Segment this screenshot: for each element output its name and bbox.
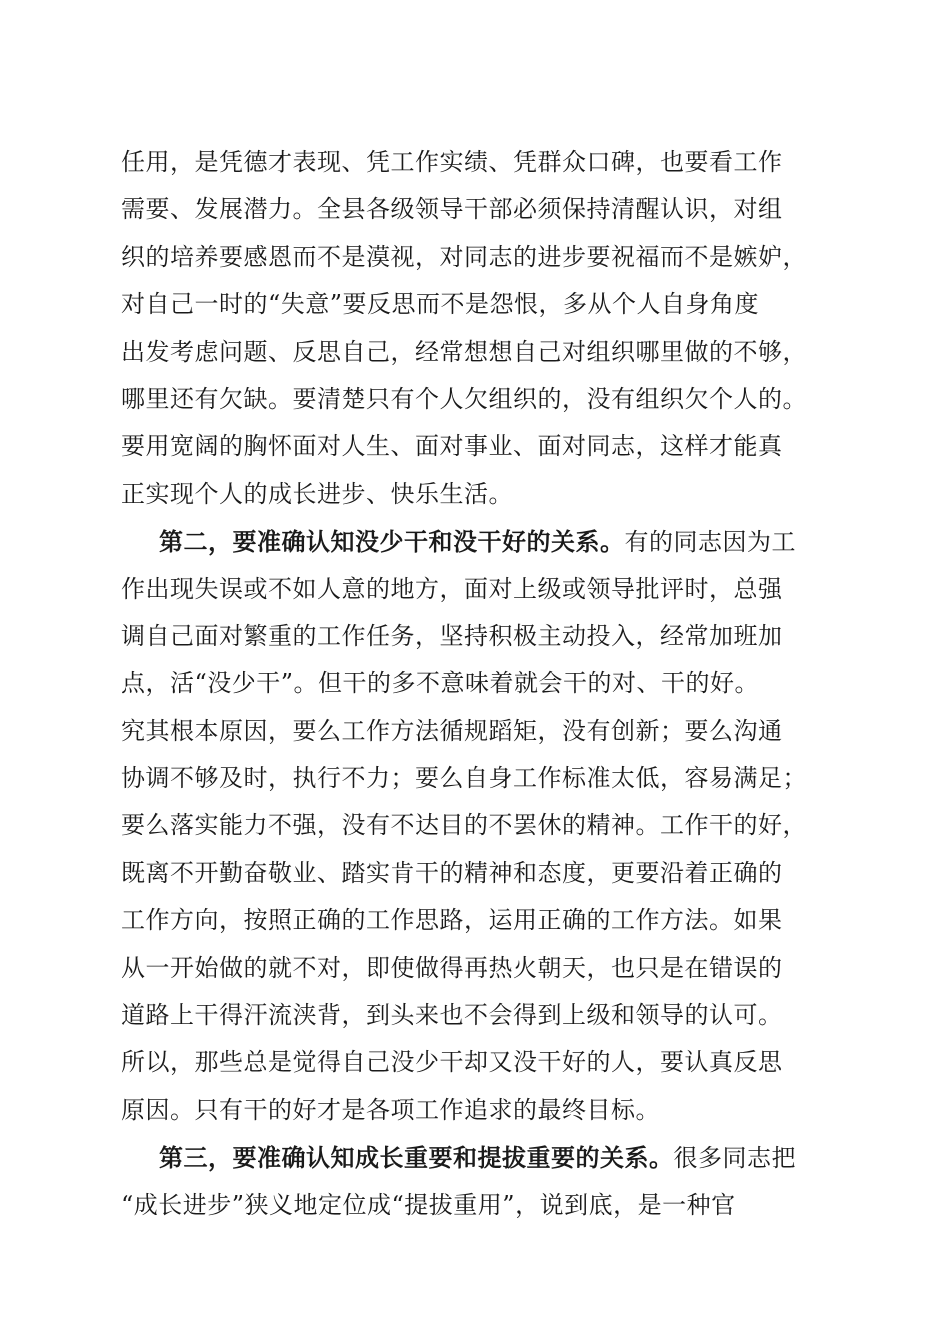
section-heading: 第三，要准确认知成长重要和提拔重要的关系。 <box>159 1143 674 1173</box>
text-line: 出发考虑问题、反思自己，经常想想自己对组织哪里做的不够， <box>121 337 807 366</box>
paragraph-3 <box>121 1134 837 1229</box>
text-line: 从一开始做的就不对，即使做得再热火朝天，也只是在错误的 <box>121 953 783 982</box>
text-line: 道路上干得汗流浃背，到头来也不会得到上级和领导的认可。 <box>121 1001 783 1030</box>
section-heading: 第二，要准确认知没少干和没干好的关系。 <box>159 527 625 557</box>
text-line: 对自己一时的“失意”要反思而不是怨恨，多从个人自身角度 <box>121 290 760 319</box>
text-line: 正实现个人的成长进步、快乐生活。 <box>121 479 513 508</box>
text-line: 哪里还有欠缺。要清楚只有个人欠组织的，没有组织欠个人的。 <box>121 384 807 413</box>
text-line: 所以，那些总是觉得自己没少干却又没干好的人，要认真反思 <box>121 1048 783 1077</box>
text-run: 很多同志把 <box>673 1144 796 1173</box>
paragraph-first-line <box>121 1134 837 1181</box>
text-line: 工作方向，按照正确的工作思路，运用正确的工作方法。如果 <box>121 906 783 935</box>
text-line: 织的培养要感恩而不是漠视，对同志的进步要祝福而不是嫉妒， <box>121 242 807 271</box>
text-line: 点，活“没少干”。但干的多不意味着就会干的对、干的好。 <box>121 669 760 698</box>
text-line: 要么落实能力不强，没有不达目的不罢休的精神。工作干的好， <box>121 811 807 840</box>
document-body <box>121 139 837 1229</box>
paragraph-1 <box>121 139 837 518</box>
text-line: 要用宽阔的胸怀面对人生、面对事业、面对同志，这样才能真 <box>121 432 783 461</box>
paragraph-2 <box>121 518 837 1134</box>
text-line: 需要、发展潜力。全县各级领导干部必须保持清醒认识，对组 <box>121 195 783 224</box>
text-line: 既离不开勤奋敬业、踏实肯干的精神和态度，更要沿着正确的 <box>121 858 783 887</box>
text-line: 原因。只有干的好才是各项工作追求的最终目标。 <box>121 1095 660 1124</box>
text-line: 调自己面对繁重的工作任务，坚持积极主动投入，经常加班加 <box>121 621 783 650</box>
text-line: 协调不够及时，执行不力；要么自身工作标准太低，容易满足； <box>121 764 807 793</box>
text-line: 任用，是凭德才表现、凭工作实绩、凭群众口碑，也要看工作 <box>121 148 783 176</box>
text-line: 究其根本原因，要么工作方法循规蹈矩，没有创新；要么沟通 <box>121 716 783 745</box>
paragraph-first-line <box>121 518 837 565</box>
text-run: 有的同志因为工 <box>624 528 796 557</box>
text-line: “成长进步”狭义地定位成“提拔重用”，说到底，是一种官 <box>121 1190 736 1219</box>
text-line: 作出现失误或不如人意的地方，面对上级或领导批评时，总强 <box>121 574 783 603</box>
